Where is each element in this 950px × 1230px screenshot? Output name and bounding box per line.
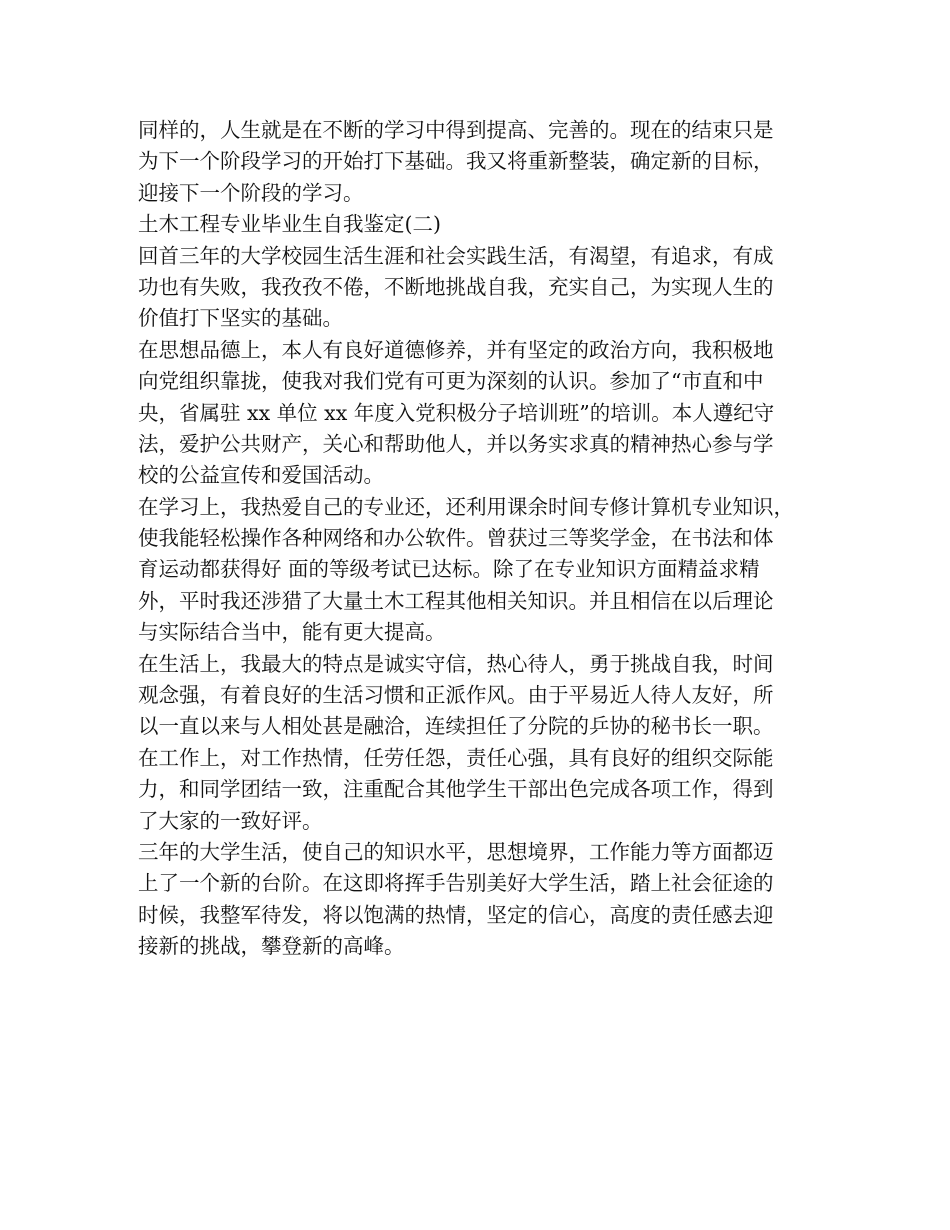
text-line: 法，爱护公共财产，关心和帮助他人，并以务实求真的精神热心参与学 xyxy=(138,431,774,456)
text-line: 外，平时我还涉猎了大量土木工程其他相关知识。并且相信在以后理论 xyxy=(138,588,774,613)
text-line: 使我能轻松操作各种网络和办公软件。曾获过三等奖学金，在书法和体 xyxy=(138,526,774,551)
text-line: 三年的大学生活，使自己的知识水平，思想境界，工作能力等方面都迈 xyxy=(138,839,774,864)
section-heading: 土木工程专业毕业生自我鉴定(二) xyxy=(138,212,441,237)
text-line: 同样的，人生就是在不断的学习中得到提高、完善的。现在的结束只是 xyxy=(138,118,774,142)
text-line: 在思想品德上，本人有良好道德修养，并有坚定的政治方向，我积极地 xyxy=(138,337,774,362)
text-line: 回首三年的大学校园生活生涯和社会实践生活，有渴望，有追求，有成 xyxy=(138,243,774,268)
text-line: 校的公益宣传和爱国活动。 xyxy=(138,463,384,488)
text-line: 与实际结合当中，能有更大提高。 xyxy=(138,620,446,645)
text-line: 以一直以来与人相处甚是融洽，连续担任了分院的乒协的秘书长一职。 xyxy=(138,714,774,739)
text-line: 力，和同学团结一致，注重配合其他学生干部出色完成各项工作，得到 xyxy=(138,777,774,802)
text-line: 向党组织靠拢，使我对我们党有可更为深刻的认识。参加了“市直和中 xyxy=(138,369,764,394)
text-line: 为下一个阶段学习的开始打下基础。我又将重新整装，确定新的目标， xyxy=(138,149,774,174)
text-line: 观念强，有着良好的生活习惯和正派作风。由于平易近人待人友好，所 xyxy=(138,683,774,708)
text-line: 价值打下坚实的基础。 xyxy=(138,306,343,331)
text-line: 时候，我整军待发，将以饱满的热情，坚定的信心，高度的责任感去迎 xyxy=(138,902,774,927)
text-line: 接新的挑战，攀登新的高峰。 xyxy=(138,934,405,959)
document-body xyxy=(138,115,818,963)
text-line: 功也有失败，我孜孜不倦，不断地挑战自我，充实自己，为实现人生的 xyxy=(138,274,774,299)
text-line: 央，省属驻 xx 单位 xx 年度入党积极分子培训班”的培训。本人遵纪守 xyxy=(138,400,775,425)
text-line: 在生活上，我最大的特点是诚实守信，热心待人，勇于挑战自我，时间 xyxy=(138,651,774,676)
text-line: 迎接下一个阶段的学习。 xyxy=(138,180,364,205)
text-line: 上了一个新的台阶。在这即将挥手告别美好大学生活，踏上社会征途的 xyxy=(138,871,774,896)
text-line: 育运动都获得好 面的等级考试已达标。除了在专业知识方面精益求精 xyxy=(138,557,760,582)
text-line: 在工作上，对工作热情，任劳任怨，责任心强，具有良好的组织交际能 xyxy=(138,745,774,770)
text-line: 在学习上，我热爱自己的专业还，还利用课余时间专修计算机专业知识， xyxy=(138,494,794,519)
text-line: 了大家的一致好评。 xyxy=(138,808,323,833)
